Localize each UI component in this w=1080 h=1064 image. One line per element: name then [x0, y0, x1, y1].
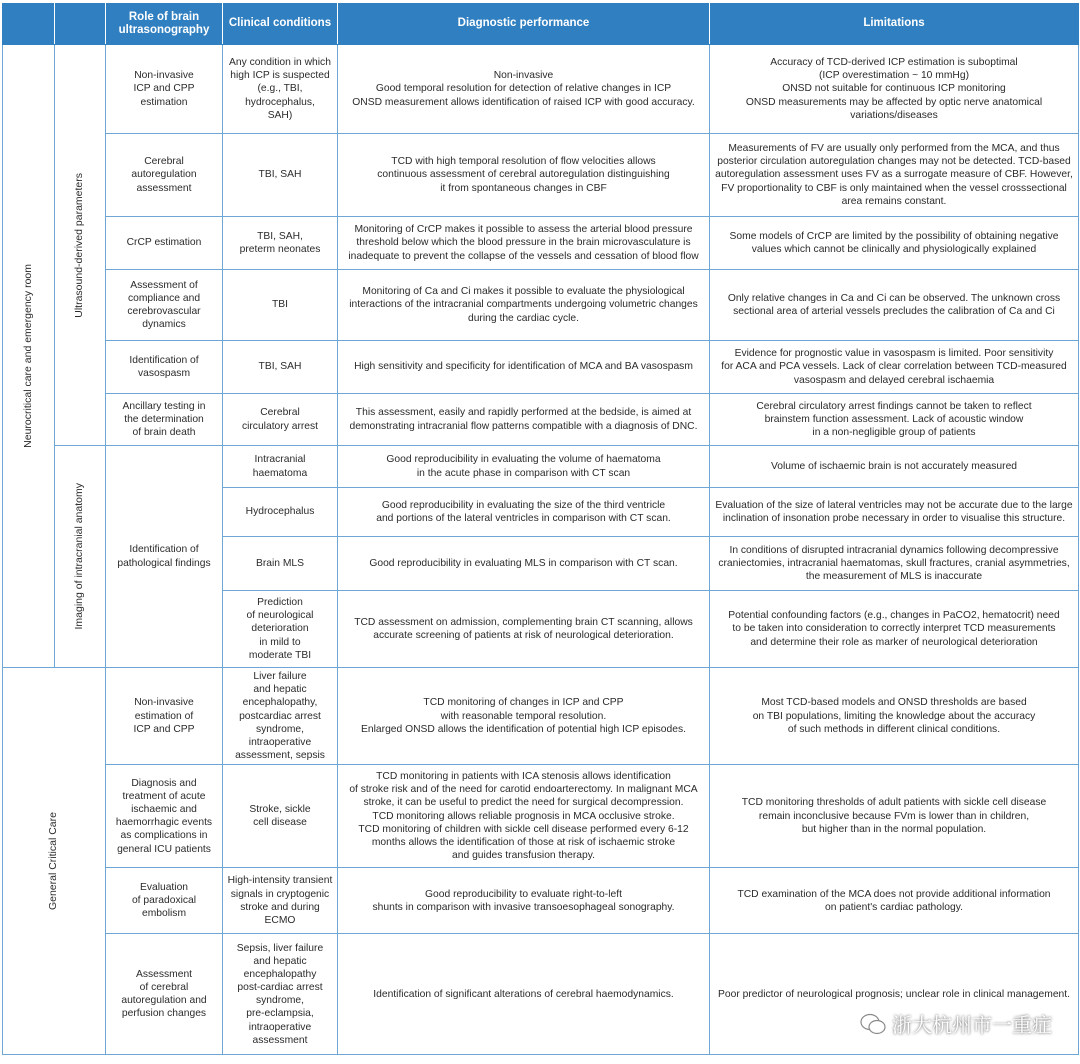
limitation-cell-line: Poor predictor of neurological prognosis; unclear role in clinical management.	[718, 988, 1070, 1000]
limitation-cell	[710, 217, 1079, 270]
limitation-cell-line: Evidence for prognostic value in vasospasm is limited. Poor sensitivity	[734, 348, 1054, 360]
performance-cell	[338, 591, 710, 668]
performance-cell-line: in the acute phase in comparison with CT scan	[416, 467, 631, 479]
condition-cell	[223, 394, 338, 446]
performance-cell-line: Good reproducibility to evaluate right-to-left	[425, 888, 622, 900]
header-col1	[55, 4, 106, 45]
performance-cell	[338, 134, 710, 217]
role-cell	[106, 668, 223, 765]
role-cell-line: pathological findings	[117, 557, 211, 569]
condition-cell-line: post-cardiac arrest	[237, 982, 323, 994]
role-cell-line: ischaemic and	[131, 804, 197, 816]
role-cell-line: haemorrhagic events	[115, 817, 213, 829]
limitation-cell-line: on patient's cardiac pathology.	[824, 901, 963, 913]
condition-cell	[223, 270, 338, 341]
limitation-cell-line: Accuracy of TCD-derived ICP estimation is suboptimal	[770, 57, 1018, 69]
limitation-cell-line: FV proportionality to CBF is only maintained when the vessel crosssectional	[721, 182, 1067, 194]
condition-cell-line: TBI	[271, 299, 289, 311]
role-cell	[106, 868, 223, 934]
condition-cell-line: of neurological	[246, 610, 314, 622]
performance-cell-line: and portions of the lateral ventricles in comparison with CT scan.	[376, 513, 671, 524]
condition-cell-line: Sepsis, liver failure	[236, 942, 324, 954]
condition-cell-line: and hepatic	[253, 684, 307, 696]
role-cell-line: the determination	[124, 413, 204, 425]
role-cell-line: of paradoxical	[131, 895, 197, 907]
condition-cell-line: haematoma	[252, 467, 308, 479]
performance-cell-line: Good temporal resolution for detection of relative changes in ICP	[375, 83, 672, 95]
role-cell	[106, 934, 223, 1055]
limitation-cell-line: (ICP overestimation ~ 10 mmHg)	[818, 70, 970, 82]
limitation-cell	[710, 446, 1079, 488]
role-cell-line: Non-invasive	[134, 697, 194, 709]
limitation-cell-line: ONSD not suitable for continuous ICP monitoring	[782, 83, 1006, 95]
limitation-cell-line: Most TCD-based models and ONSD thresholds are based	[761, 697, 1027, 709]
table-row	[3, 868, 1079, 934]
performance-cell-line: TCD monitoring of children with sickle cell disease performed every 6-12	[358, 823, 689, 835]
header-performance: Diagnostic performance	[338, 4, 710, 45]
performance-cell-line: threshold below which the blood pressure in the brain microvasculature is	[356, 237, 691, 249]
condition-cell-line: Prediction	[257, 597, 303, 609]
condition-cell-line: pre-eclampsia,	[246, 1008, 314, 1020]
condition-cell-line: Stroke, sickle	[249, 804, 311, 816]
condition-cell-line: Intracranial	[254, 454, 306, 466]
performance-cell-line: TCD monitoring allows reliable prognosis in MCA occlusive stroke.	[372, 810, 675, 822]
ultrasonography-table	[2, 3, 1079, 1055]
performance-cell-line: Good reproducibility in evaluating MLS in comparison with CT scan.	[369, 557, 678, 569]
limitation-cell-line: ONSD measurements may be affected by optic nerve anatomical	[745, 96, 1043, 108]
role-cell	[106, 765, 223, 868]
role-cell-line: vasospasm	[137, 368, 191, 379]
performance-cell-line: stroke, it can be useful to predict the need for surgical decompression.	[363, 797, 684, 809]
group-imaging	[55, 446, 106, 668]
condition-cell	[223, 537, 338, 591]
table-row	[3, 270, 1079, 341]
role-cell-line: cerebrovascular	[127, 306, 201, 317]
performance-cell-line: continuous assessment of cerebral autoregulation distinguishing	[377, 169, 670, 181]
condition-cell-line: Cerebral	[260, 407, 300, 419]
performance-cell-line: Good reproducibility in evaluating the size of the third ventricle	[381, 499, 666, 511]
limitation-cell	[710, 134, 1079, 217]
role-cell-line: as complications in	[120, 830, 208, 842]
watermark	[860, 1009, 1052, 1040]
group-neurocritical-label: Neurocritical care and emergency room	[21, 264, 34, 448]
limitation-cell	[710, 394, 1079, 446]
condition-cell-line: encephalopathy	[243, 968, 317, 980]
limitation-cell-line: the measurement of MLS is inaccurate	[805, 571, 983, 583]
limitation-cell	[710, 868, 1079, 934]
performance-cell-line: TCD monitoring of changes in ICP and CPP	[423, 697, 624, 709]
limitation-cell-line: Cerebral circulatory arrest findings cannot be taken to reflect	[756, 400, 1032, 412]
performance-cell	[338, 488, 710, 537]
table-row	[3, 668, 1079, 765]
performance-cell	[338, 868, 710, 934]
condition-cell-line: cell disease	[253, 817, 307, 829]
role-cell-line: compliance and	[127, 292, 201, 304]
performance-cell-line: This assessment, easily and rapidly performed at the bedside, is aimed at	[355, 407, 692, 419]
condition-cell-line: assessment	[252, 1034, 308, 1046]
group-imaging-label: Imaging of intracranial anatomy	[73, 483, 86, 630]
performance-cell	[338, 341, 710, 394]
limitation-cell-line: In conditions of disrupted intracranial dynamics following decompressive	[729, 544, 1059, 556]
condition-cell	[223, 591, 338, 668]
role-cell-line: of cerebral	[139, 982, 189, 994]
performance-cell-line: High sensitivity and specificity for identification of MCA and BA vasospasm	[354, 361, 693, 373]
performance-cell-line: during the cardiac cycle.	[467, 312, 580, 324]
condition-cell-line: and hepatic	[253, 955, 307, 967]
limitation-cell-line: Evaluation of the size of lateral ventricles may not be accurate due to the large	[715, 499, 1073, 511]
limitation-cell	[710, 537, 1079, 591]
condition-cell-line: ECMO	[264, 914, 296, 926]
condition-cell-line: preterm neonates	[239, 244, 321, 255]
limitation-cell-line: brainstem function assessment. Lack of acoustic window	[764, 413, 1024, 425]
group-neurocritical	[3, 45, 55, 668]
condition-cell-line: syndrome,	[255, 723, 305, 735]
limitation-cell	[710, 591, 1079, 668]
condition-cell-line: signals in cryptogenic	[230, 888, 330, 900]
role-cell-line: Non-invasive	[134, 70, 194, 82]
role-cell	[106, 217, 223, 270]
performance-cell-line: ONSD measurement allows identification of raised ICP with good accuracy.	[352, 96, 695, 108]
role-cell-line: ICP and CPP	[133, 723, 195, 735]
condition-cell	[223, 488, 338, 537]
performance-cell-line: Monitoring of Ca and Ci makes it possible to evaluate the physiological	[362, 286, 685, 298]
performance-cell-line: with reasonable temporal resolution.	[440, 710, 607, 722]
condition-cell	[223, 45, 338, 134]
limitation-cell-line: posterior circulation autoregulation changes may not be detected. TCD-based	[717, 156, 1071, 168]
condition-cell-line: TBI, SAH	[258, 361, 302, 373]
condition-cell-line: Liver failure	[253, 671, 307, 682]
limitation-cell-line: of such methods in different clinical conditions.	[787, 723, 1001, 735]
condition-cell-line: Brain MLS	[255, 557, 305, 569]
condition-cell	[223, 868, 338, 934]
role-cell-line: estimation of	[134, 710, 194, 722]
performance-cell-line: TCD assessment on admission, complementing brain CT scanning, allows	[354, 616, 693, 628]
performance-cell	[338, 217, 710, 270]
limitation-cell-line: Only relative changes in Ca and Ci can be observed. The unknown cross	[727, 292, 1061, 304]
condition-cell	[223, 134, 338, 217]
role-cell-line: autoregulation and	[121, 995, 207, 1007]
table-row	[3, 446, 1079, 488]
role-cell	[106, 341, 223, 394]
performance-cell	[338, 394, 710, 446]
performance-cell-line: interactions of the intracranial compartments undergoing volumetric changes	[349, 299, 698, 311]
condition-cell-line: intraoperative	[248, 736, 312, 748]
role-cell-line: Ancillary testing in	[122, 400, 206, 412]
limitation-cell-line: TCD monitoring thresholds of adult patients with sickle cell disease	[741, 797, 1047, 809]
performance-cell-line: and guides transfusion therapy.	[452, 850, 595, 862]
condition-cell-line: high ICP is suspected	[230, 70, 330, 82]
role-cell-line: CrCP estimation	[126, 237, 202, 249]
role-cell-line: Identification of	[129, 544, 199, 556]
condition-cell-line: postcardiac arrest	[239, 710, 321, 722]
limitation-cell-line: sectional area of arterial vessels precludes the calibration of Ca and Ci	[733, 306, 1055, 317]
limitation-cell	[710, 488, 1079, 537]
performance-cell	[338, 446, 710, 488]
performance-cell-line: TCD monitoring in patients with ICA stenosis allows identification	[376, 771, 671, 783]
condition-cell-line: Any condition in which	[229, 57, 331, 69]
performance-cell-line: months allows the identification of those at risk of ischaemic stroke	[371, 836, 676, 848]
performance-cell-line: of stroke risk and of the need for carotid endoarterectomy. In malignant MCA	[349, 784, 698, 796]
limitation-cell-line: on TBI populations, limiting the knowledge about the accuracy	[752, 710, 1036, 722]
limitation-cell-line: to be taken into consideration to correctly interpret TCD measurements	[732, 623, 1056, 635]
performance-cell-line: Non-invasive	[493, 70, 554, 82]
role-cell-line: general ICU patients	[117, 843, 211, 855]
condition-cell-line: in mild to	[259, 636, 301, 648]
limitation-cell-line: craniectomies, intracranial haematomas, skull fractures, cranial asymmetries,	[718, 557, 1070, 569]
performance-cell-line: demonstrating intracranial flow patterns compatible with a diagnosis of DNC.	[349, 420, 698, 432]
limitation-cell	[710, 341, 1079, 394]
performance-cell-line: it from spontaneous changes in CBF	[440, 182, 607, 194]
limitation-cell-line: remain inconclusive because FVm is lower than in children,	[758, 810, 1030, 822]
limitation-cell-line: in a non-negligible group of patients	[812, 427, 976, 439]
limitation-cell-line: and determine their role as marker of neurological deterioration	[750, 636, 1038, 648]
role-cell-line: assessment	[136, 182, 192, 194]
condition-cell-line: deterioration	[251, 623, 309, 635]
limitation-cell-line: autoregulation assessment uses FV as a surrogate measure of CBF. However,	[715, 169, 1073, 181]
role-cell-line: autoregulation	[131, 169, 197, 181]
limitation-cell-line: Potential confounding factors (e.g., changes in PaCO2, hematocrit) need	[728, 610, 1060, 622]
limitation-cell-line: Volume of ischaemic brain is not accurately measured	[770, 460, 1018, 472]
performance-cell	[338, 934, 710, 1055]
limitation-cell-line: Some models of CrCP are limited by the possibility of obtaining negative	[729, 230, 1059, 242]
limitation-cell-line: TCD examination of the MCA does not provide additional information	[737, 888, 1051, 900]
condition-cell-line: SAH)	[267, 109, 293, 121]
role-cell	[106, 45, 223, 134]
condition-cell-line: moderate TBI	[248, 649, 312, 661]
performance-cell	[338, 270, 710, 341]
performance-cell-line: Enlarged ONSD allows the identification of potential high ICP episodes.	[361, 723, 686, 735]
wechat-icon	[860, 1013, 886, 1040]
limitation-cell	[710, 45, 1079, 134]
group-general-critical-care	[3, 668, 106, 1055]
performance-cell	[338, 765, 710, 868]
condition-cell-line: syndrome,	[255, 995, 305, 1007]
performance-cell-line: Identification of significant alterations of cerebral haemodynamics.	[373, 988, 674, 1000]
role-cell-line: perfusion changes	[121, 1008, 207, 1020]
group-general-critical-care-label: General Critical Care	[47, 812, 60, 911]
table-row	[3, 394, 1079, 446]
performance-cell	[338, 537, 710, 591]
condition-cell-line: TBI, SAH	[258, 169, 302, 181]
table-row	[3, 45, 1079, 134]
role-cell-line: Identification of	[129, 354, 199, 366]
limitation-cell-line: for ACA and PCA vessels. Lack of clear correlation between TCD-measured	[721, 361, 1067, 373]
role-cell	[106, 270, 223, 341]
condition-cell-line: intraoperative	[248, 1021, 312, 1033]
group-ultrasound-label: Ultrasound-derived parameters	[73, 172, 86, 318]
condition-cell-line: TBI, SAH,	[257, 230, 303, 242]
role-cell-line: of brain death	[132, 427, 196, 439]
limitation-cell	[710, 270, 1079, 341]
role-cell-line: Cerebral	[144, 156, 184, 168]
performance-cell-line: accurate screening of patients at risk of neurological deterioration.	[373, 630, 674, 641]
role-cell-line: Assessment	[135, 968, 193, 980]
limitation-cell-line: area remains constant.	[841, 195, 947, 207]
condition-cell-line: assessment, sepsis	[235, 750, 325, 762]
role-cell-line: dynamics	[142, 319, 186, 331]
role-cell-line: Assessment of	[130, 279, 198, 291]
table-row	[3, 341, 1079, 394]
role-cell-line: Evaluation	[139, 881, 189, 893]
role-cell-line: estimation	[140, 96, 188, 108]
limitation-cell-line: Measurements of FV are usually only performed from the MCA, and thus	[728, 143, 1060, 155]
performance-cell-line: Monitoring of CrCP makes it possible to assess the arterial blood pressure	[354, 224, 693, 236]
performance-cell	[338, 668, 710, 765]
limitation-cell	[710, 668, 1079, 765]
role-cell-line: Diagnosis and	[131, 777, 197, 789]
table-row	[3, 134, 1079, 217]
role-cell-line: treatment of acute	[122, 790, 206, 802]
role-cell	[106, 446, 223, 668]
watermark-text: 浙大杭州市一重症	[892, 1013, 1052, 1037]
condition-cell	[223, 934, 338, 1055]
condition-cell-line: encephalopathy,	[242, 697, 318, 709]
header-role: Role of brain ultrasonography	[106, 4, 223, 45]
condition-cell-line: hydrocephalus,	[245, 96, 315, 108]
condition-cell	[223, 765, 338, 868]
condition-cell-line: stroke and during	[240, 901, 320, 913]
table-row	[3, 765, 1079, 868]
header-limitations: Limitations	[710, 4, 1079, 45]
condition-cell	[223, 446, 338, 488]
header-row	[3, 4, 1079, 45]
limitation-cell-line: inclination of insonation probe necessary in order to visualise this structure.	[722, 513, 1066, 524]
condition-cell	[223, 217, 338, 270]
condition-cell-line: (e.g., TBI,	[257, 83, 303, 95]
limitation-cell-line: variations/diseases	[850, 109, 938, 121]
performance-cell-line: shunts in comparison with invasive transoesophageal sonography.	[372, 901, 675, 913]
role-cell-line: ICP and CPP	[133, 83, 195, 95]
role-cell	[106, 394, 223, 446]
condition-cell	[223, 668, 338, 765]
condition-cell-line: circulatory arrest	[241, 420, 319, 432]
limitation-cell-line: vasospasm and delayed cerebral ischaemia	[793, 374, 995, 386]
limitation-cell-line: but higher than in the normal population.	[801, 823, 987, 835]
performance-cell-line: Good reproducibility in evaluating the volume of haematoma	[386, 454, 661, 466]
condition-cell	[223, 341, 338, 394]
performance-cell-line: TCD with high temporal resolution of flow velocities allows	[391, 156, 656, 168]
limitation-cell-line: values which cannot be clinically and physiologically explained	[751, 244, 1037, 255]
condition-cell-line: Hydrocephalus	[245, 506, 315, 518]
group-ultrasound	[55, 45, 106, 446]
role-cell	[106, 134, 223, 217]
limitation-cell	[710, 765, 1079, 868]
performance-cell	[338, 45, 710, 134]
role-cell-line: embolism	[141, 908, 187, 920]
performance-cell-line: inadequate to prevent the collapse of the vessels and cessation of blood flow	[348, 250, 699, 262]
header-conditions: Clinical conditions	[223, 4, 338, 45]
table-row	[3, 217, 1079, 270]
header-col0	[3, 4, 55, 45]
condition-cell-line: High-intensity transient	[227, 875, 333, 887]
